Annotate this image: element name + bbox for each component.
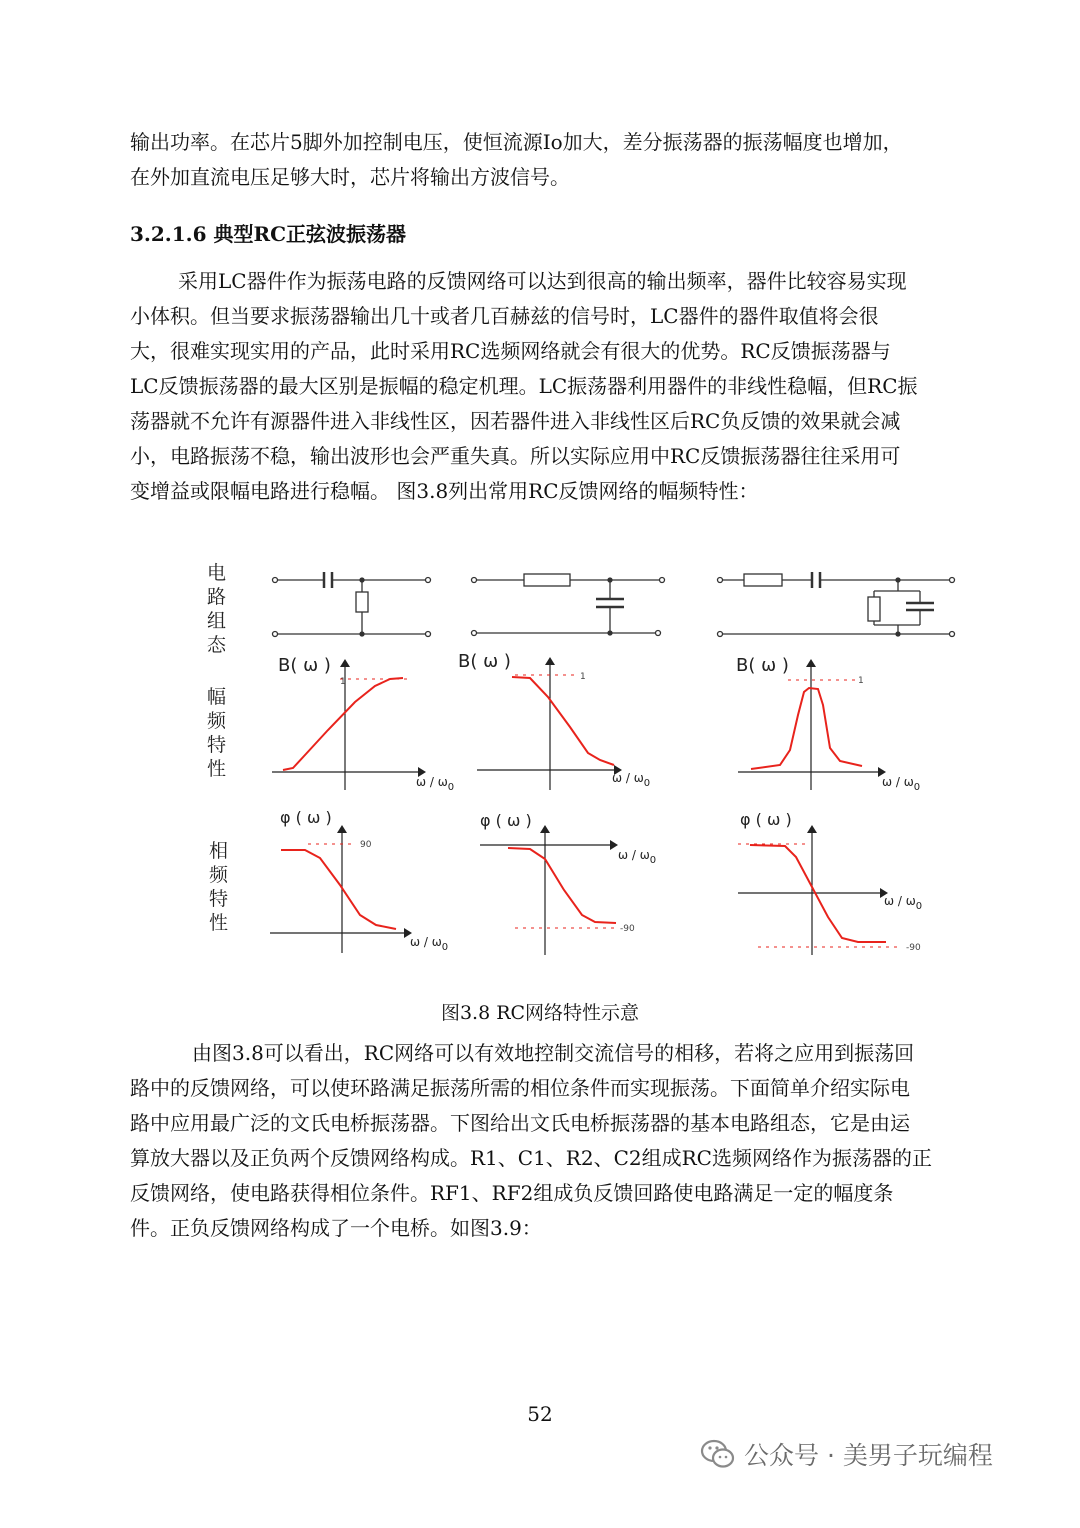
amplitude-curve	[512, 677, 614, 765]
text-line: 小，电路振荡不稳，输出波形也会严重失真。所以实际应用中RC反馈振荡器往往采用可	[130, 444, 901, 468]
amp-x-label	[882, 775, 920, 793]
x-label-sub: 0	[447, 782, 455, 793]
watermark-text: 公众号 · 美男子玩编程	[744, 1441, 993, 1470]
phase-x-label	[618, 848, 656, 866]
text-line: 由图3.8可以看出，RC网络可以有效地控制交流信号的相移，若将之应用到振荡回	[192, 1041, 915, 1065]
rc-network-figure	[190, 555, 970, 975]
text-line: 在外加直流电压足够大时，芯片将输出方波信号。	[130, 165, 570, 189]
row-label-char: 态	[207, 634, 227, 656]
phase-curve	[281, 850, 396, 929]
section-heading: 3.2.1.6 典型RC正弦波振荡器	[130, 222, 407, 246]
row-label-char: 性	[207, 758, 227, 780]
phase-neg-label: -90	[620, 924, 635, 934]
amplitude-curve	[751, 688, 862, 769]
phase-chart-highpass	[270, 808, 448, 953]
figure-caption: 图3.8 RC网络特性示意	[440, 1002, 640, 1024]
phase-neg-label: -90	[906, 943, 921, 953]
text-line: 算放大器以及正负两个反馈网络构成。R1、C1、R2、C2组成RC选频网络作为振荡器的正	[130, 1146, 932, 1170]
row-label-amplitude	[207, 686, 227, 780]
amp-y-label: B( ω )	[736, 655, 789, 676]
amplitude-chart-highpass	[272, 655, 454, 793]
x-label-main: ω / ω	[884, 894, 916, 908]
text-line: 反馈网络，使电路获得相位条件。RF1、RF2组成负反馈回路使电路满足一定的幅度条	[130, 1181, 894, 1205]
paragraph-1	[130, 125, 950, 195]
x-label-main: ω / ω	[612, 771, 644, 785]
amp-ref-label: 1	[580, 672, 586, 682]
watermark	[700, 1434, 993, 1474]
text-line: 路中应用最广泛的文氏电桥振荡器。下图给出文氏电桥振荡器的基本电路组态，它是由运	[130, 1111, 910, 1135]
text-line: 小体积。但当要求振荡器输出几十或者几百赫兹的信号时，LC器件的器件取值将会很	[130, 304, 879, 328]
amp-ref-label: 1	[858, 676, 864, 686]
text-line: 荡器就不允许有源器件进入非线性区，因若器件进入非线性区后RC负反馈的效果就会减	[130, 409, 901, 433]
row-label-char: 路	[207, 586, 227, 608]
amplitude-curve	[283, 678, 403, 770]
row-label-char: 特	[207, 734, 227, 756]
text-line: 件。正负反馈网络构成了一个电桥。如图3.9：	[130, 1216, 542, 1240]
text-line: 输出功率。在芯片5脚外加控制电压，使恒流源Io加大，差分振荡器的振荡幅度也增加，	[130, 130, 903, 154]
phase-x-label	[884, 894, 922, 912]
row-label-char: 频	[207, 710, 227, 732]
text-line: LC反馈振荡器的最大区别是振幅的稳定机理。LC振荡器利用器件的非线性稳幅，但RC振	[130, 374, 918, 398]
amplitude-chart-bandpass	[736, 655, 920, 793]
text-line: 采用LC器件作为振荡电路的反馈网络可以达到很高的输出频率，器件比较容易实现	[178, 269, 907, 293]
phase-curve	[508, 848, 616, 923]
amplitude-chart-lowpass	[458, 651, 650, 790]
amp-x-label	[612, 771, 650, 789]
phase-chart-bandpass	[738, 810, 922, 955]
phase-y-label: φ ( ω )	[280, 808, 332, 827]
x-label-main: ω / ω	[410, 935, 442, 949]
x-label-main: ω / ω	[882, 775, 914, 789]
row-label-circuit	[207, 562, 227, 656]
circuit-bandpass	[718, 572, 955, 637]
phase-chart-lowpass	[480, 811, 656, 955]
row-label-char: 电	[207, 562, 227, 584]
amp-y-label: B( ω )	[458, 651, 511, 672]
phase-y-label: φ ( ω )	[480, 811, 532, 830]
x-label-main: ω / ω	[618, 848, 650, 862]
text-line: 变增益或限幅电路进行稳幅。 图3.8列出常用RC反馈网络的幅频特性：	[130, 479, 759, 503]
x-label-sub: 0	[649, 855, 657, 866]
x-label-sub: 0	[915, 901, 923, 912]
circuit-lowpass	[472, 574, 665, 636]
amp-x-label	[416, 775, 454, 793]
wechat-icon	[700, 1436, 736, 1472]
row-label-phase	[209, 840, 229, 934]
circuit-highpass	[273, 572, 431, 637]
x-label-main: ω / ω	[416, 775, 448, 789]
amp-y-label: B( ω )	[278, 655, 331, 676]
x-label-sub: 0	[643, 778, 651, 789]
x-label-sub: 0	[913, 782, 921, 793]
text-line: 大，很难实现实用的产品，此时采用RC选频网络就会有很大的优势。RC反馈振荡器与	[130, 339, 891, 363]
page-number: 52	[527, 1402, 553, 1426]
phase-y-label: φ ( ω )	[740, 810, 792, 829]
row-label-char: 频	[209, 864, 229, 886]
phase-pos-label: 90	[360, 840, 372, 850]
row-label-char: 特	[209, 888, 229, 910]
phase-x-label	[410, 935, 448, 953]
row-label-char: 相	[209, 840, 229, 862]
row-label-char: 组	[207, 610, 227, 632]
paragraph-2	[130, 264, 950, 509]
paragraph-3	[130, 1036, 950, 1246]
text-line: 路中的反馈网络，可以使环路满足振荡所需的相位条件而实现振荡。下面简单介绍实际电	[130, 1076, 910, 1100]
amp-ref-label: 1	[340, 677, 346, 687]
row-label-char: 幅	[207, 686, 227, 708]
row-label-char: 性	[209, 912, 229, 934]
x-label-sub: 0	[441, 942, 449, 953]
